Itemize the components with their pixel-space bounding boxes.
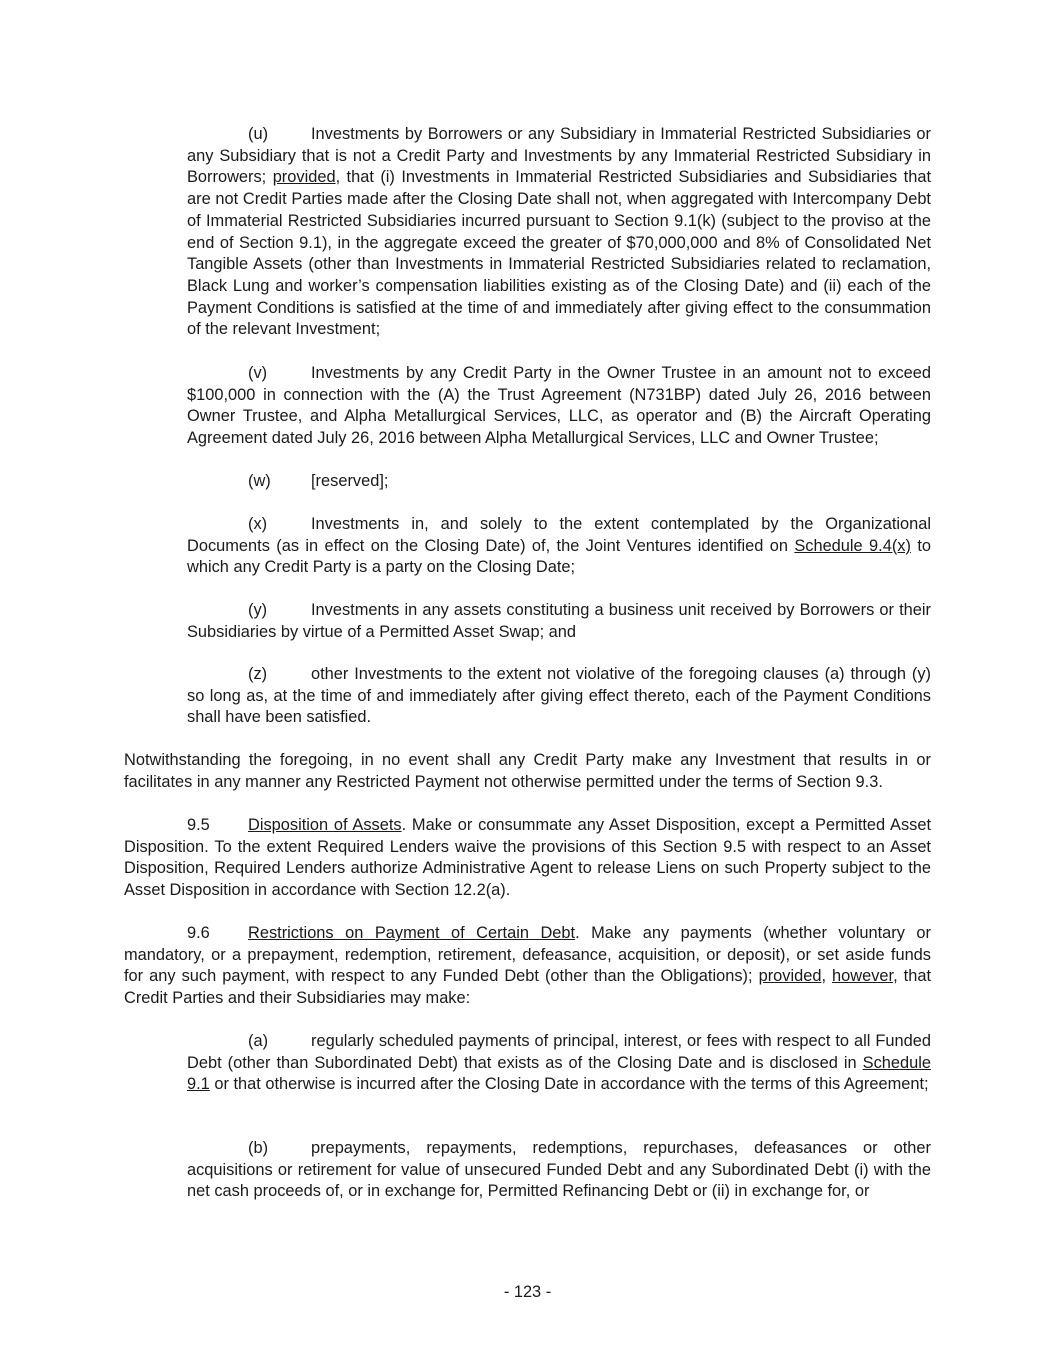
clause-text: regularly scheduled payments of principal, interest, or fees with respect to all Funded Debt (other than Subordinated Debt) that exists as of the Closing Date and is disclosed in	[187, 1032, 931, 1072]
clause-u	[187, 124, 931, 341]
notwithstanding-paragraph: Notwithstanding the foregoing, in no event shall any Credit Party make any Investment that results in or facilitates in any manner any Restricted Payment not otherwise permitted under the terms of Section 9.3.	[124, 751, 931, 791]
section-text: , that Credit Parties and their Subsidiaries may make:	[124, 967, 932, 1008]
schedule-reference: Schedule 9.1	[187, 1053, 931, 1094]
clause-z	[187, 664, 931, 729]
section-number: 9.6	[187, 924, 210, 942]
clause-label: (u)	[248, 125, 269, 143]
however-term: however	[832, 967, 894, 986]
clause-text: or that otherwise is incurred after the Closing Date in accordance with the terms of this Agreement;	[209, 1075, 929, 1094]
clause-label: (z)	[248, 665, 268, 683]
clause-text: Investments by Borrowers or any Subsidiary in Immaterial Restricted Subsidiaries or any Subsidiary that is not a Credit Party and Investments by any Immaterial Restricted Subsidiary in Borrowers;	[187, 125, 931, 187]
section-text: . Make any payments (whether voluntary or mandatory, or a prepayment, redemption, retirement, defeasance, acquisition, or deposit), or set aside funds for any such payment, with respect to any Funded Debt (other than the Obligations);	[124, 924, 932, 986]
clause-text: , that (i) Investments in Immaterial Restricted Subsidiaries and Subsidiaries that are not Credit Parties made after the Closing Date shall not, when aggregated with Intercompany Debt of Immaterial Restricted Subsidiaries incurred pursuant to Section 9.1(k) (subject to the proviso at the end of Section 9.1), in the aggregate exceed the greater of $70,000,000 and 8% of Consolidated Net Tangible Assets (other than Investments in Immaterial Restricted Subsidiaries related to reclamation, Black Lung and worker’s compensation liabilities existing as of the Closing Date) and (ii) each of the Payment Conditions is satisfied at the time of and immediately after giving effect to the consummation of the relevant Investment;	[187, 168, 932, 339]
clause-label: (b)	[248, 1139, 269, 1157]
clause-text: prepayments, repayments, redemptions, repurchases, defeasances or other acquisitions or retirement for value of unsecured Funded Debt and any Subordinated Debt (i) with the net cash proceeds of, or in exchange for, Permitted Refinancing Debt or (ii) in exchange for, or	[187, 1139, 931, 1201]
clause-label: (w)	[248, 472, 271, 490]
provided-term: provided	[272, 168, 336, 187]
page-number: - 123 -	[503, 1283, 552, 1301]
clause-y	[187, 600, 931, 643]
provided-term: provided	[758, 967, 822, 986]
section-number: 9.5	[187, 816, 210, 834]
clause-label: (a)	[248, 1032, 269, 1050]
clause-label: (v)	[248, 364, 268, 382]
section-text: . Make or consummate any Asset Disposition, except a Permitted Asset Disposition. To the extent Required Lenders waive the provisions of this Section 9.5 with respect to an Asset Disposition, Required Lenders authorize Administrative Agent to release Liens on such Property subject to the Asset Disposition in accordance with Section 12.2(a).	[124, 816, 932, 900]
clause-text: Investments in, and solely to the extent contemplated by the Organizational Documents (as in effect on the Closing Date) of, the Joint Ventures identified on	[187, 515, 931, 555]
clause-v	[187, 363, 931, 450]
clause-label: (x)	[248, 515, 268, 533]
clause-w	[187, 471, 931, 493]
clause-text: [reserved];	[311, 472, 389, 490]
clause-b	[187, 1138, 931, 1203]
clause-a	[187, 1031, 931, 1096]
clause-text: to which any Credit Party is a party on the Closing Date;	[187, 536, 931, 577]
clause-text: Investments by any Credit Party in the Owner Trustee in an amount not to exceed $100,000 in connection with the (A) the Trust Agreement (N731BP) dated July 26, 2016 between Owner Trustee, and Alpha Metallurgical Services, LLC, as operator and (B) the Aircraft Operating Agreement dated July 26, 2016 between Alpha Metallurgical Services, LLC and Owner Trustee;	[187, 364, 931, 448]
schedule-reference: Schedule 9.4(x)	[794, 536, 911, 555]
clause-text: Investments in any assets constituting a business unit received by Borrowers or their Subsidiaries by virtue of a Permitted Asset Swap; and	[187, 601, 931, 641]
section-heading: Disposition of Assets	[248, 816, 402, 834]
section-text: ,	[821, 967, 833, 986]
section-9-5	[124, 815, 931, 902]
clause-text: other Investments to the extent not violative of the foregoing clauses (a) through (y) so long as, at the time of and immediately after giving effect thereto, each of the Payment Conditions shall have been satisfied.	[187, 665, 931, 727]
clause-label: (y)	[248, 601, 268, 619]
section-9-6	[124, 923, 931, 1010]
section-heading: Restrictions on Payment of Certain Debt	[248, 924, 576, 942]
clause-x	[187, 514, 931, 579]
